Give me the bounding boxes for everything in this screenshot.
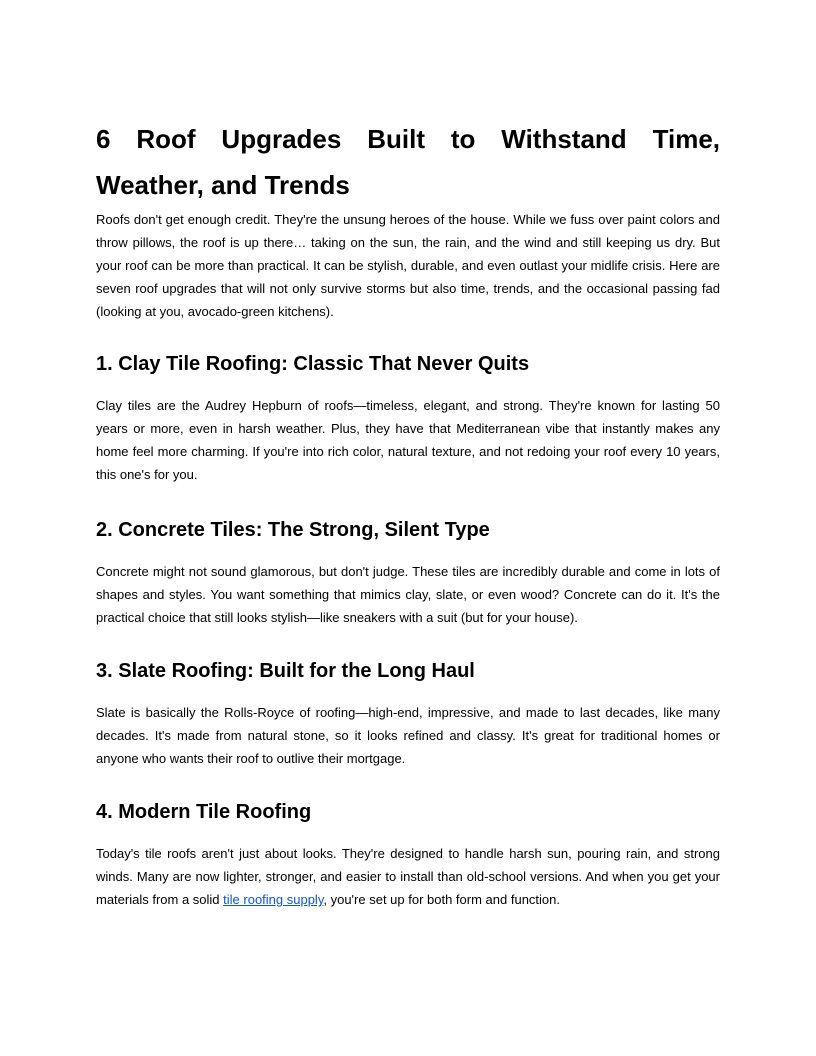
section-heading-modern-tile: 4. Modern Tile Roofing: [96, 801, 312, 823]
document-page: [96, 116, 720, 911]
section-body-concrete-tiles: Concrete might not sound glamorous, but don't judge. These tiles are incredibly durable and come in lots of shapes and styles. You want something that mimics clay, slate, or even wood? Concrete can do it. It's the practical choice that still looks stylish—like sneakers with a suit (but for your house).: [96, 564, 720, 625]
modern-tile-text-after-link: , you're set up for both form and function.: [323, 892, 560, 907]
tile-roofing-supply-link[interactable]: tile roofing supply: [223, 892, 324, 907]
section-body-slate-roofing: Slate is basically the Rolls-Royce of roofing—high-end, impressive, and made to last decades, like many decades. It's made from natural stone, so it looks refined and classy. It's great for traditional homes or anyone who wants their roof to outlive their mortgage.: [96, 705, 720, 766]
section-body-clay-tile: Clay tiles are the Audrey Hepburn of roofs—timeless, elegant, and strong. They're known for lasting 50 years or more, even in harsh weather. Plus, they have that Mediterranean vibe that instantly makes any home feel more charming. If you're into rich color, natural texture, and not redoing your roof every 10 years, this one's for you.: [96, 398, 720, 482]
document-title: 6 Roof Upgrades Built to Withstand Time, Weather, and Trends: [96, 124, 720, 200]
section-body-modern-tile: [96, 842, 720, 911]
section-heading-clay-tile: 1. Clay Tile Roofing: Classic That Never Quits: [96, 353, 530, 375]
section-heading-slate-roofing: 3. Slate Roofing: Built for the Long Haul: [96, 660, 475, 682]
intro-paragraph: Roofs don't get enough credit. They're the unsung heroes of the house. While we fuss over paint colors and throw pillows, the roof is up there… taking on the sun, the rain, and the wind and still keeping us dry. But your roof can be more than practical. It can be stylish, durable, and even outlast your midlife crisis. Here are seven roof upgrades that will not only survive storms but also time, trends, and the occasional passing fad (looking at you, avocado-green kitchens).: [96, 212, 720, 319]
modern-tile-text-before-link: Today's tile roofs aren't just about looks. They're designed to handle harsh sun, pouring rain, and strong winds. Many are now lighter, stronger, and easier to install than old-school versions. And when you get your materials from a solid: [96, 846, 720, 907]
section-heading-concrete-tiles: 2. Concrete Tiles: The Strong, Silent Type: [96, 519, 490, 541]
